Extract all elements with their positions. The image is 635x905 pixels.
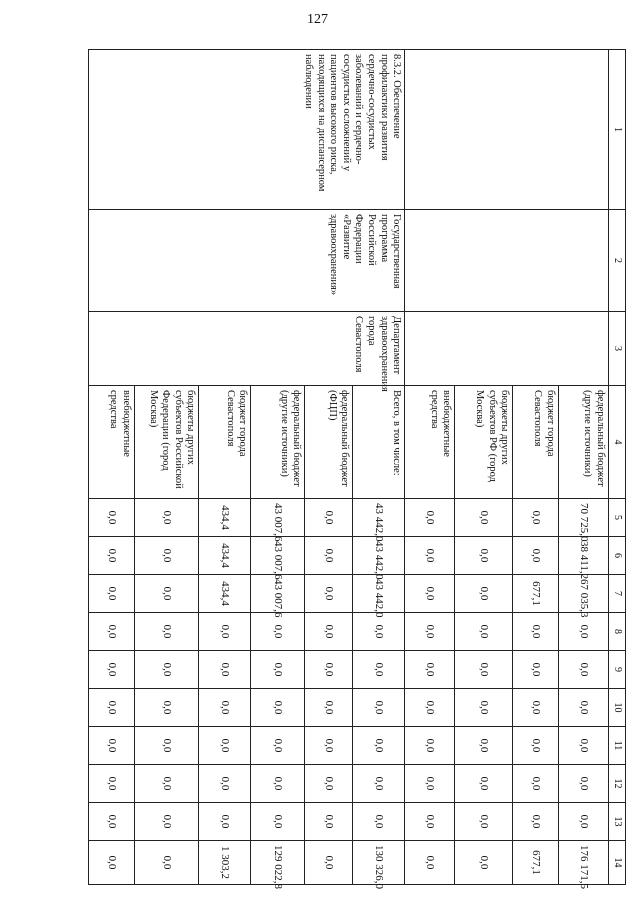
amount-cell: 67 035,3	[559, 575, 609, 613]
amount-cell: 0,0	[455, 689, 513, 727]
amount-cell: 43 442,0	[353, 499, 405, 537]
amount-cell: 0,0	[559, 613, 609, 651]
amount-cell: 0,0	[405, 537, 455, 575]
amount-cell: 0,0	[559, 765, 609, 803]
funding-source-cell: Всего, в том числе:	[353, 386, 405, 499]
column-number-13: 13	[609, 803, 626, 841]
amount-cell: 0,0	[305, 841, 353, 885]
amount-cell: 0,0	[134, 499, 198, 537]
amount-cell: 0,0	[251, 689, 305, 727]
amount-cell: 0,0	[405, 841, 455, 885]
amount-cell: 0,0	[353, 765, 405, 803]
funding-source-cell: бюджеты других субъектов Российской Федерации (город Москва)	[134, 386, 198, 499]
amount-cell: 0,0	[455, 499, 513, 537]
amount-cell: 43 007,6	[251, 537, 305, 575]
amount-cell: 0,0	[134, 689, 198, 727]
amount-cell: 0,0	[89, 575, 135, 613]
amount-cell: 0,0	[199, 689, 251, 727]
executor-cell: Департамент здравоохранения города Севастополя	[89, 312, 405, 386]
funding-source-cell: федеральный бюджет (другие источники)	[559, 386, 609, 499]
column-number-11: 11	[609, 727, 626, 765]
column-number-14: 14	[609, 841, 626, 885]
amount-cell: 0,0	[134, 537, 198, 575]
column-number-9: 9	[609, 651, 626, 689]
column-number-10: 10	[609, 689, 626, 727]
amount-cell: 0,0	[559, 651, 609, 689]
amount-cell: 0,0	[305, 765, 353, 803]
amount-cell: 0,0	[305, 803, 353, 841]
amount-cell: 0,0	[89, 499, 135, 537]
amount-cell: 0,0	[89, 613, 135, 651]
amount-cell: 0,0	[559, 689, 609, 727]
measure-cell: 8.3.2. Обеспечение профилактики развития сердечно-сосудистых заболеваний и сердечно-сосудистых осложнений у пациентов высокого риска, находящихся на диспансерном наблюдении	[89, 50, 405, 210]
amount-cell: 0,0	[199, 765, 251, 803]
amount-cell: 0,0	[455, 727, 513, 765]
amount-cell: 0,0	[513, 727, 559, 765]
amount-cell: 43 442,0	[353, 575, 405, 613]
amount-cell: 0,0	[305, 727, 353, 765]
amount-cell: 0,0	[89, 727, 135, 765]
amount-cell: 43 442,0	[353, 537, 405, 575]
amount-cell: 0,0	[134, 651, 198, 689]
amount-cell: 0,0	[251, 765, 305, 803]
amount-cell: 0,0	[405, 499, 455, 537]
amount-cell: 0,0	[559, 727, 609, 765]
amount-cell: 0,0	[455, 765, 513, 803]
amount-cell: 0,0	[305, 613, 353, 651]
amount-cell: 0,0	[134, 727, 198, 765]
column-number-5: 5	[609, 499, 626, 537]
amount-cell: 434,4	[199, 537, 251, 575]
amount-cell: 0,0	[134, 613, 198, 651]
amount-cell: 434,4	[199, 499, 251, 537]
amount-cell: 0,0	[89, 689, 135, 727]
amount-cell: 38 411,2	[559, 537, 609, 575]
amount-cell: 176 171,5	[559, 841, 609, 885]
amount-cell: 0,0	[405, 651, 455, 689]
amount-cell: 1 303,2	[199, 841, 251, 885]
amount-cell: 0,0	[134, 575, 198, 613]
amount-cell: 0,0	[513, 537, 559, 575]
amount-cell: 0,0	[405, 689, 455, 727]
amount-cell: 0,0	[305, 575, 353, 613]
amount-cell: 70 725,0	[559, 499, 609, 537]
amount-cell: 677,1	[513, 841, 559, 885]
amount-cell: 0,0	[251, 727, 305, 765]
amount-cell: 0,0	[199, 803, 251, 841]
amount-cell: 0,0	[199, 727, 251, 765]
amount-cell: 0,0	[405, 575, 455, 613]
amount-cell: 0,0	[405, 765, 455, 803]
amount-cell: 0,0	[405, 803, 455, 841]
amount-cell: 0,0	[455, 841, 513, 885]
amount-cell: 43 007,6	[251, 499, 305, 537]
amount-cell: 0,0	[513, 651, 559, 689]
table-row	[353, 50, 405, 885]
amount-cell: 0,0	[513, 765, 559, 803]
funding-source-cell: федеральный бюджет (другие источники)	[251, 386, 305, 499]
funding-source-cell: бюджет города Севастополя	[199, 386, 251, 499]
amount-cell: 434,4	[199, 575, 251, 613]
column-number-2: 2	[609, 210, 626, 312]
amount-cell: 0,0	[455, 803, 513, 841]
amount-cell: 0,0	[455, 613, 513, 651]
program-cell-continued	[405, 210, 609, 312]
amount-cell: 0,0	[89, 651, 135, 689]
amount-cell: 0,0	[353, 651, 405, 689]
amount-cell: 0,0	[134, 765, 198, 803]
amount-cell: 0,0	[513, 613, 559, 651]
budget-table	[88, 49, 626, 889]
rotated-table-wrapper	[88, 49, 626, 889]
amount-cell: 0,0	[251, 651, 305, 689]
measure-cell-continued	[405, 50, 609, 210]
amount-cell: 130 326,0	[353, 841, 405, 885]
column-number-row	[609, 50, 626, 885]
amount-cell: 0,0	[513, 689, 559, 727]
amount-cell: 0,0	[134, 803, 198, 841]
amount-cell: 0,0	[455, 537, 513, 575]
column-number-1: 1	[609, 50, 626, 210]
amount-cell: 0,0	[305, 651, 353, 689]
amount-cell: 0,0	[353, 727, 405, 765]
funding-source-cell: бюджет города Севастополя	[513, 386, 559, 499]
funding-source-cell: федеральный бюджет (ФЦП)	[305, 386, 353, 499]
funding-source-cell: внебюджетные средства	[405, 386, 455, 499]
column-number-6: 6	[609, 537, 626, 575]
funding-source-cell: внебюджетные средства	[89, 386, 135, 499]
amount-cell: 0,0	[405, 727, 455, 765]
amount-cell: 43 007,6	[251, 575, 305, 613]
table-row	[559, 50, 609, 885]
column-number-8: 8	[609, 613, 626, 651]
amount-cell: 0,0	[353, 689, 405, 727]
column-number-4: 4	[609, 386, 626, 499]
page-number: 127	[307, 12, 328, 27]
amount-cell: 0,0	[559, 803, 609, 841]
amount-cell: 0,0	[251, 613, 305, 651]
amount-cell: 0,0	[251, 803, 305, 841]
column-number-12: 12	[609, 765, 626, 803]
amount-cell: 0,0	[305, 499, 353, 537]
column-number-3: 3	[609, 312, 626, 386]
amount-cell: 0,0	[405, 613, 455, 651]
amount-cell: 0,0	[305, 537, 353, 575]
amount-cell: 0,0	[134, 841, 198, 885]
amount-cell: 0,0	[353, 803, 405, 841]
amount-cell: 0,0	[89, 537, 135, 575]
amount-cell: 0,0	[89, 765, 135, 803]
amount-cell: 0,0	[513, 803, 559, 841]
amount-cell: 0,0	[455, 651, 513, 689]
amount-cell: 0,0	[513, 499, 559, 537]
amount-cell: 0,0	[455, 575, 513, 613]
amount-cell: 0,0	[89, 803, 135, 841]
amount-cell: 0,0	[89, 841, 135, 885]
column-number-7: 7	[609, 575, 626, 613]
executor-cell-continued	[405, 312, 609, 386]
funding-source-cell: бюджеты других субъектов РФ (город Москва)	[455, 386, 513, 499]
program-cell: Государственная программа Российской Федерации «Развитие здравоохранения»	[89, 210, 405, 312]
amount-cell: 0,0	[199, 613, 251, 651]
amount-cell: 0,0	[199, 651, 251, 689]
amount-cell: 0,0	[305, 689, 353, 727]
amount-cell: 677,1	[513, 575, 559, 613]
amount-cell: 0,0	[353, 613, 405, 651]
amount-cell: 129 022,8	[251, 841, 305, 885]
